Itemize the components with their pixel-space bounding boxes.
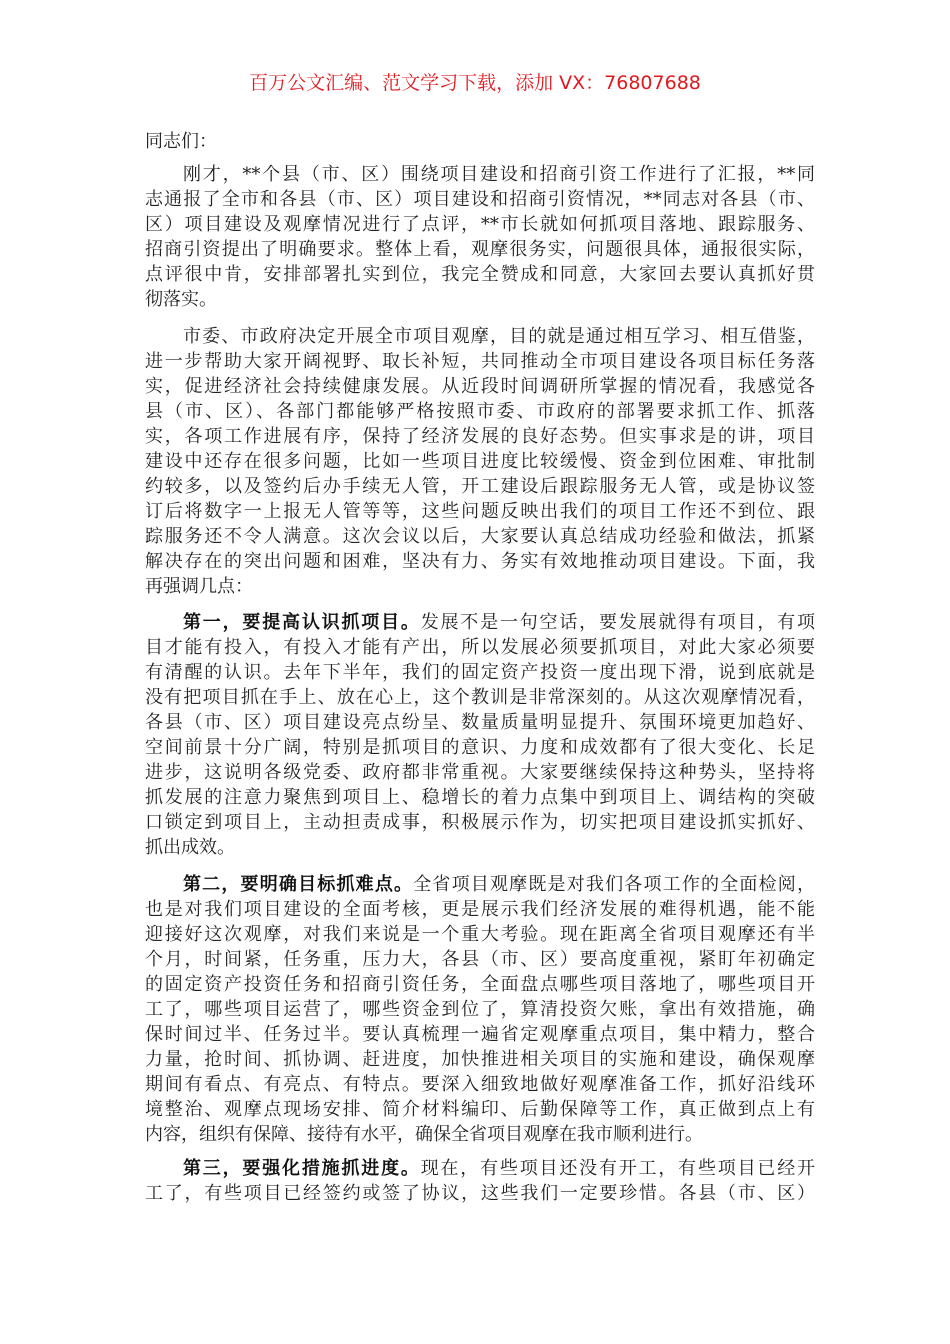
line-text: 进步，这说明各级党委、政府都非常重视。大家要继续保持这种势头，坚持将 (145, 762, 815, 783)
line-text: 力量，抢时间、抓协调、赶进度，加快推进相关项目的实施和建设，确保观摩 (145, 1049, 815, 1070)
text-line (145, 710, 815, 735)
line-text: 县（市、区）、各部门都能够严格按照市委、市政府的部署要求抓工作、抓落 (145, 401, 815, 422)
text-line (145, 349, 815, 374)
text-line (145, 424, 815, 449)
text-line (145, 972, 815, 997)
line-text: 进一步帮助大家开阔视野、取长补短，共同推动全市项目建设各项目标任务落 (145, 351, 815, 372)
line-text: 工了，有些项目已经签约或签了协议，这些我们一定要珍惜。各县（市、区） (145, 1183, 815, 1204)
line-text: 解决存在的突出问题和困难，坚决有力、务实有效地推动项目建设。下面，我 (145, 551, 815, 572)
text-line (145, 610, 815, 635)
text-line (145, 287, 815, 312)
line-text: 志通报了全市和各县（市、区）项目建设和招商引资情况，**同志对各县（市、 (145, 189, 815, 210)
text-line (145, 660, 815, 685)
line-text: 的固定资产投资任务和招商引资任务，全面盘点哪些项目落地了，哪些项目开 (145, 974, 815, 995)
text-line (145, 1022, 815, 1047)
text-line (145, 212, 815, 237)
text-line (145, 324, 815, 349)
section-heading: 第三，要强化措施抓进度。 (183, 1158, 421, 1179)
text-line (145, 162, 815, 187)
text-line (145, 399, 815, 424)
line-text: 全省项目观摩既是对我们各项工作的全面检阅， (413, 874, 815, 895)
text-line (145, 574, 815, 599)
text-line (145, 499, 815, 524)
line-text: 抓发展的注意力聚焦到项目上、稳增长的着力点集中到项目上、调结构的突破 (145, 787, 815, 808)
text-line (145, 1047, 815, 1072)
line-text: 境整治、观摩点现场安排、简介材料编印、后勤保障等工作，真正做到点上有 (145, 1099, 815, 1120)
text-line (145, 1072, 815, 1097)
text-line (145, 474, 815, 499)
line-text: 再强调几点： (145, 576, 253, 597)
text-line (145, 810, 815, 835)
section-heading: 第一，要提高认识抓项目。 (183, 612, 421, 633)
line-text: 刚才，**个县（市、区）围绕项目建设和招商引资工作进行了汇报，**同 (183, 164, 815, 185)
text-line (145, 549, 815, 574)
line-text: 彻落实。 (145, 289, 217, 310)
line-text: 有清醒的认识。去年下半年，我们的固定资产投资一度出现下滑，说到底就是 (145, 662, 815, 683)
line-text: 个月，时间紧，任务重，压力大，各县（市、区）要高度重视，紧盯年初确定 (145, 949, 815, 970)
line-text: 招商引资提出了明确要求。整体上看，观摩很务实，问题很具体，通报很实际， (145, 239, 815, 260)
text-line (145, 785, 815, 810)
text-line (145, 635, 815, 660)
text-line (145, 262, 815, 287)
line-text: 踪服务还不令人满意。这次会议以后，大家要认真总结成功经验和做法，抓紧 (145, 526, 815, 547)
line-text: 发展不是一句空话，要发展就得有项目，有项 (420, 612, 816, 633)
line-text: 实，各项工作进展有序，保持了经济发展的良好态势。但实事求是的讲，项目 (145, 426, 815, 447)
text-line (145, 897, 815, 922)
text-line (145, 922, 815, 947)
line-text: 市委、市政府决定开展全市项目观摩，目的就是通过相互学习、相互借鉴， (183, 326, 815, 347)
greeting: 同志们： (145, 131, 217, 152)
line-text: 期间有看点、有亮点、有特点。要深入细致地做好观摩准备工作，抓好沿线环 (145, 1074, 815, 1095)
text-line (145, 1181, 815, 1206)
paragraph (145, 324, 815, 599)
paragraph (145, 610, 815, 860)
line-text: 各县（市、区）项目建设亮点纷呈、数量质量明显提升、氛围环境更加趋好、 (145, 712, 815, 733)
paragraph (145, 872, 815, 1147)
text-line (145, 449, 815, 474)
paragraph (145, 162, 815, 312)
text-line (145, 997, 815, 1022)
text-line (145, 1122, 815, 1147)
line-text: 抓出成效。 (145, 837, 235, 858)
text-line (145, 760, 815, 785)
text-line (145, 735, 815, 760)
line-text: 目才能有投入，有投入才能有产出，所以发展必须要抓项目，对此大家必须要 (145, 637, 815, 658)
text-line (145, 685, 815, 710)
text-line (145, 1156, 815, 1181)
text-line (145, 237, 815, 262)
line-text: 区）项目建设及观摩情况进行了点评，**市长就如何抓项目落地、跟踪服务、 (145, 214, 815, 235)
text-line (145, 872, 815, 897)
line-text: 保时间过半、任务过半。要认真梳理一遍省定观摩重点项目，集中精力，整合 (145, 1024, 815, 1045)
text-line (145, 374, 815, 399)
section-heading: 第二，要明确目标抓难点。 (183, 874, 414, 895)
line-text: 空间前景十分广阔，特别是抓项目的意识、力度和成效都有了很大变化、长足 (145, 737, 815, 758)
text-line (145, 1097, 815, 1122)
text-line (145, 947, 815, 972)
line-text: 内容，组织有保障、接待有水平，确保全省项目观摩在我市顺利进行。 (145, 1124, 703, 1145)
line-text: 实，促进经济社会持续健康发展。从近段时间调研所掌握的情况看，我感觉各 (145, 376, 815, 397)
line-text: 口锁定到项目上，主动担责成事，积极展示作为，切实把项目建设抓实抓好、 (145, 812, 815, 833)
paragraph (145, 1156, 815, 1206)
line-text: 约较多，以及签约后办手续无人管，开工建设后跟踪服务无人管，或是协议签 (145, 476, 815, 497)
line-text: 工了，哪些项目运营了，哪些资金到位了，算清投资欠账，拿出有效措施，确 (145, 999, 815, 1020)
text-line (145, 187, 815, 212)
text-line (145, 835, 815, 860)
line-text: 建设中还存在很多问题，比如一些项目进度比较缓慢、资金到位困难、审批制 (145, 451, 815, 472)
text-line (145, 524, 815, 549)
watermark-header: 百万公文汇编、范文学习下载，添加 VX：76807688 (249, 72, 701, 94)
line-text: 也是对我们项目建设的全面考核，更是展示我们经济发展的难得机遇，能不能 (145, 899, 815, 920)
line-text: 迎接好这次观摩，对我们来说是一个重大考验。现在距离全省项目观摩还有半 (145, 924, 815, 945)
line-text: 点评很中肯，安排部署扎实到位，我完全赞成和同意，大家回去要认真抓好贯 (145, 264, 815, 285)
line-text: 没有把项目抓在手上、放在心上，这个教训是非常深刻的。从这次观摩情况看， (145, 687, 815, 708)
line-text: 订后将数字一上报无人管等等，这些问题反映出我们的项目工作还不到位、跟 (145, 501, 815, 522)
line-text: 现在，有些项目还没有开工，有些项目已经开 (420, 1158, 816, 1179)
